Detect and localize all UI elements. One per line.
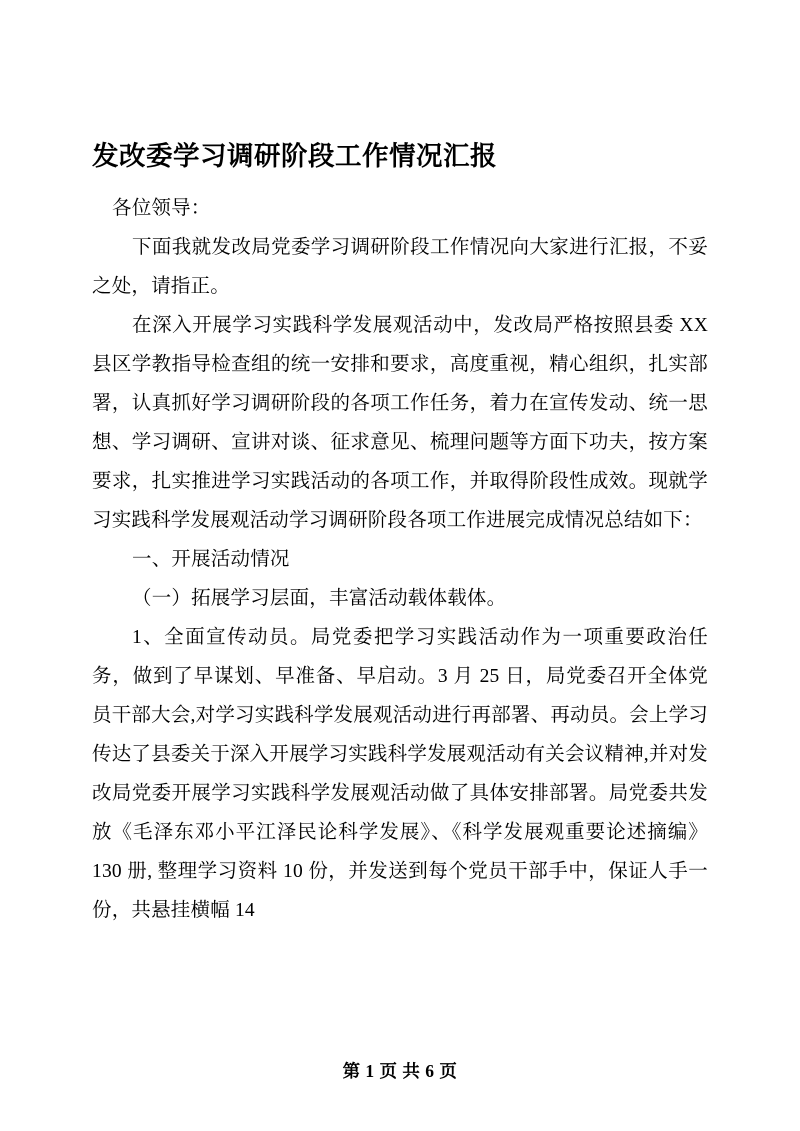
paragraph-item-one: 1、全面宣传动员。局党委把学习实践活动作为一项重要政治任务，做到了早谋划、早准备、早启动。3 月 25 日，局党委召开全体党员干部大会,对学习实践科学发展观活动进行再部署、再动员。会上学习传达了县委关于深入开展学习实践科学发展观活动有关会议精神,并对发改局党委开展学习实践科学发展观活动做了具体安排部署。局党委共发放《毛泽东邓小平江泽民论科学发展》、《科学发展观重要论述摘编》130 册, 整理学习资料 10 份，并发送到每个党员干部手中，保证人手一份，共悬挂横幅 14 [92,627,708,922]
paragraph-section-one: 一、开展活动情况 [132,549,290,571]
paragraph-subsection-one: （一）拓展学习层面，丰富活动载体载体。 [132,588,507,610]
paragraph-overview: 在深入开展学习实践科学发展观活动中，发改局严格按照县委 XX 县区学教指导检查组的统一安排和要求，高度重视，精心组织，扎实部署，认真抓好学习调研阶段的各项工作任务，着力在宣传发动、统一思想、学习调研、宣讲对谈、征求意见、梳理问题等方面下功夫，按方案要求，扎实推进学习实践活动的各项工作，并取得阶段性成效。现就学习实践科学发展观活动学习调研阶段各项工作进展完成情况总结如下： [92,315,708,532]
document-body [92,189,708,930]
page-footer: 第 1 页 共 6 页 [342,1061,458,1081]
paragraph-intro: 下面我就发改局党委学习调研阶段工作情况向大家进行汇报，不妥之处，请指正。 [92,237,708,298]
page-title: 发改委学习调研阶段工作情况汇报 [92,141,497,171]
paragraph-salutation: 各位领导： [112,198,211,220]
